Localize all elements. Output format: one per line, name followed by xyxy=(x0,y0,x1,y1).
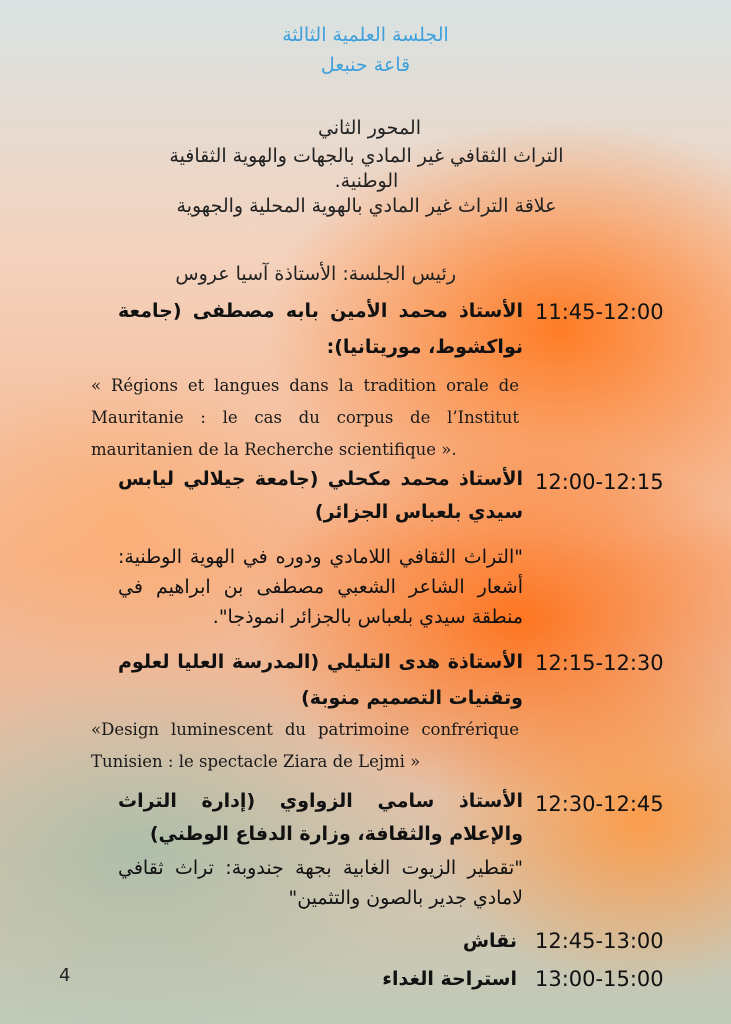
talk-title: « Régions et langues dans la tradition orale de Mauritanie : le cas du corpus de l’Institut mauritanien de la Recherche scientifique ». xyxy=(91,376,519,459)
talk-title: "التراث الثقافي اللامادي ودوره في الهوية الوطنية: أشعار الشاعر الشعبي مصطفى بن ابراهيم في منطقة سيدي بلعباس بالجزائر انموذجا". xyxy=(118,546,523,628)
time-slot: 12:45-13:00 xyxy=(535,929,664,953)
axis-title-line2: الوطنية. xyxy=(334,170,399,192)
speaker: الأستاذ محمد الأمين بابه مصطفى (جامعة نواكشوط، موريتانيا): xyxy=(118,300,523,358)
lunch-label: استراحة الغداء xyxy=(382,968,517,990)
axis-subtitle: علاقة التراث غير المادي بالهوية المحلية والجهوية xyxy=(176,195,557,217)
talk-title: "تقطير الزيوت الغابية بجهة جندوبة: تراث ثقافي لامادي جدير بالصون والتثمين" xyxy=(118,857,523,909)
time-slot: 13:00-15:00 xyxy=(535,967,664,991)
speaker: الأستاذة هدى التليلي (المدرسة العليا لعلوم وتقنيات التصميم منوبة) xyxy=(118,651,523,709)
hall-name: قاعة حنبعل xyxy=(320,54,411,76)
time-slot: 12:15-12:30 xyxy=(535,651,664,675)
time-slot: 12:30-12:45 xyxy=(535,792,664,816)
axis-label: المحور الثاني xyxy=(317,117,421,139)
time-slot: 11:45-12:00 xyxy=(535,300,664,324)
discussion-label: نقاش xyxy=(462,930,517,952)
session-title: الجلسة العلمية الثالثة xyxy=(282,24,449,46)
speaker: الأستاذ محمد مكحلي (جامعة جيلالي ليابس سيدي بلعباس الجزائر) xyxy=(118,468,523,523)
speaker: الأستاذ سامي الزواوي (إدارة التراث والإعلام والثقافة، وزارة الدفاع الوطني) xyxy=(118,790,523,845)
axis-title-line1: التراث الثقافي غير المادي بالجهات والهوية الثقافية xyxy=(169,145,564,167)
page-number: 4 xyxy=(59,965,71,986)
time-slot: 12:00-12:15 xyxy=(535,470,664,494)
talk-title: «Design luminescent du patrimoine confrérique Tunisien : le spectacle Ziara de Lejmi » xyxy=(91,720,519,771)
session-chair: رئيس الجلسة: الأستاذة آسيا عروس xyxy=(175,263,456,285)
axis-title xyxy=(120,144,613,219)
